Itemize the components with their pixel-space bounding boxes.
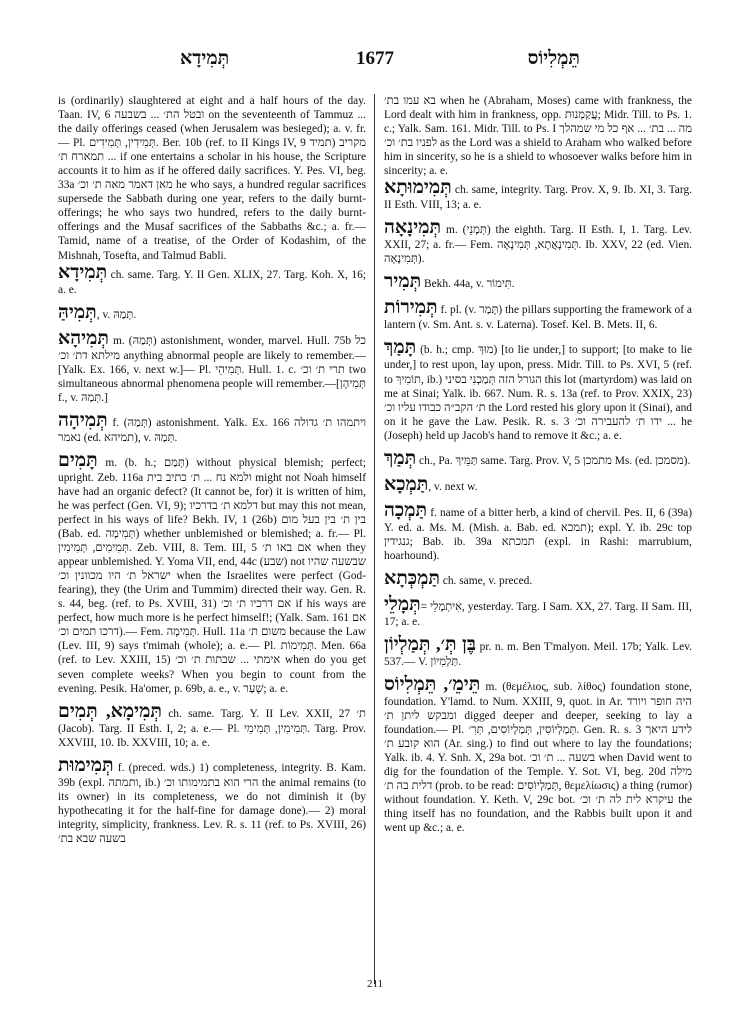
entry-definition: ch. same. Targ. Y. II Lev. XXII, 27 ת׳ (Jacob). Targ. II Esth. I, 2; a. e.— Pl. תְּמִימִין, תְּמִימֵי. Targ. Prov. XXVIII, 10. Ib. XXVIII, 10; a. e. — [58, 707, 366, 749]
dictionary-entry — [58, 303, 366, 323]
entry-headword: תְּמַךְ — [384, 447, 417, 469]
entry-definition: , v. next w. — [428, 480, 478, 493]
entry-headword: תַּמְכָה — [384, 499, 428, 521]
entry-definition: ch., Pa. תַּמֵּיךְ same. Targ. Prov. V, 5 מתמכן Ms. (ed. מסמכן). — [419, 454, 691, 467]
entry-definition: m. (תְּמָנֵי) the eighth. Targ. II Esth. I, 1. Targ. Lev. XXII, 27; a. fr.— Fem. תְּמִינָאֲתָא, תְּמִינָאָה. Ib. XXV, 22 (ed. Vien. תְּמִינָאָה). — [384, 224, 692, 266]
dictionary-entry — [58, 411, 366, 445]
dictionary-entry — [384, 449, 692, 469]
entry-definition: ch. same, v. preced. — [442, 574, 533, 587]
entry-definition: m. (θεμέλιος, sub. λίθος) foundation stone, foundation. Y'lamd. to Num. XXIII, 9, quot. in Ar. היה חופר ויורד ומבקש ליתן ת׳ digged deeper and deeper, seeking to lay a foundation.— Pl. תְּמַלְיוֹסִין, תְּמַלְיוֹסִים, תְּרִ׳. Gen. R. s. 3 לידע היאך הוא קובע ת׳ (Ar. sing.) to find out where to lay the foundations; Yalk. ib. 4. Y. Snh. X, 29a bot. בשעה ... ת׳ וכ׳ when David went to dig for the foundation of the Temple. Y. Sot. VI, beg. 20d מילה דלית בה ת׳ (prob. to be read: תְּמַלְיוֹסִים, θεμελίωσις) a thing (rumor) without foundation. Y. Keth. V, 29c bot. עיקרא לית לה ת׳ וכ׳ the thing itself has no foundation, and the Rabbis built upon it and went up &c.; a. e. — [384, 680, 692, 835]
dictionary-entry — [384, 501, 692, 563]
dictionary-entry — [384, 595, 692, 629]
entry-headword: תְּמִיר — [384, 271, 422, 293]
entry-headword: תְּמָלֵי — [384, 593, 421, 615]
dictionary-entry — [58, 756, 366, 846]
entry-definition: = אִיתְמָלֵי, yesterday. Targ. I Sam. XX, 27. Targ. II Sam. III, 17; a. e. — [384, 600, 692, 628]
page-number: 1677 — [356, 48, 394, 69]
entry-definition: ch. same. Targ. Y. II Gen. XLIX, 27. Targ. Koh. X, 16; a. e. — [58, 268, 366, 296]
dictionary-entry — [384, 475, 692, 495]
entry-definition: ch. same, integrity. Targ. Prov. X, 9. Ib. XI, 3. Targ. II Esth. VIII, 13; a. e. — [384, 184, 692, 212]
entry-headword: תְּמִירוֹת — [384, 297, 438, 319]
dictionary-entry — [384, 298, 692, 332]
running-header — [60, 48, 690, 76]
dictionary-entry — [58, 451, 366, 696]
entry-headword: תְּמִינָאָה — [384, 217, 442, 239]
dictionary-entry — [384, 218, 692, 266]
right-running-headword: תֵּמְלִיוֹס — [527, 48, 580, 69]
entry-headword: תְּמִימוּת — [58, 754, 114, 776]
dictionary-entry — [384, 178, 692, 212]
dictionary-entry — [384, 675, 692, 835]
entry-definition: f. (preced. wds.) 1) completeness, integrity. B. Kam. 39b (expl. ותמתה, ib.) הרי הוא בתמימותו וכ׳ the animal remains (to its owner) in its completeness, we do not diminish it (by hypothecating it for the half-fine for damage done).— 2) moral integrity, simplicity, frankness. Lev. R. s. 11 (ref. to Ps. XVIII, 26) בשעה שבא בת׳ — [58, 761, 367, 845]
left-column — [58, 94, 366, 852]
dictionary-entry — [384, 338, 692, 442]
entry-headword: תְּמִיהַּ — [58, 301, 97, 323]
right-column — [384, 94, 692, 841]
entry-headword: תְּמִידָא — [58, 261, 108, 283]
entry-definition: Bekh. 44a, v. תִּימוֹר. — [424, 278, 515, 291]
entry-headword: תְּמִימָא, תְּמִים — [58, 700, 162, 722]
dictionary-entry — [384, 272, 692, 292]
entry-definition: (b. h.; cmp. מוּךְ) [to lie under,] to support; [to make to lie under,] to rest upon, lay upon, press. Midr. Till. to Ps. XVI, 5 (ref. to תוֹמִיךְ, ib.) הגורל הזה תְּמַכְנִי בסיני this lot (martyrdom) was laid on me at Sinai; Yalk. ib. 667. Num. R. s. 13a (ref. to Prov. XXIX, 23) ת׳ הקב״ה כבודו עליו וכ׳ the Lord rested his glory upon it (Sinai), and on it he gave the Law. Pesik. R. s. 3 ידו ת׳ להעבירה וכ׳ ... he (Joseph) held up Jacob's hand to remove it &c.; a. e. — [384, 344, 692, 442]
entry-definition: m. (b. h.; תָּמַם) without physical blemish; perfect; upright. Zeb. 116a ולמא נח ... ת׳ כתיב בית might not Noah himself have had an organic defect? (It cannot be, for) it is written of him, he was perfect (Gen. VI, 9); דלמא ת׳ בדרכיו but may this not mean, perfect in his ways of life? Bekh. IV, 1 (26b) בין ת׳ בין בעל מום (Bab. ed. תְּמִימָה) whether unblemished or blemished; a. fr.— Pl. תְּמִימִים, תְּמִימִין. Zeb. VIII, 8. Tem. III, 5 אם באו ת׳ when they appear unblemished. Y. Yoma VII, end, 44c (שבע) not שבשעה שהיו ישראל ת׳ היו מכוונין וכ׳ when the Israelites were perfect (God-fearing), they (the Urim and Tummim) directed their way. Gen. R. s. 44, beg. (ref. to Ps. XVIII, 31) אם דרכיו ת׳ וכ׳ if his ways are perfect, how much more is he perfect himself!; (Yalk. Sam. 161 אם דרכו תמים וכ׳).— Fem. תְּמִימָה. Hull. 11a משום ת׳ because the Law (Lev. III, 9) says t'mimah (whole); a. e.— Pl. תְּמִימוֹת. Men. 66a (ref. to Lev. XXIII, 15) אימתי ... שבתות ת׳ וכ׳ when do you get seven complete weeks? When you begin to count from the evening. Pesik. Ha'omer, p. 69b, a. e., v. שָׁעַר; a. e. — [58, 456, 367, 695]
entry-headword: תְּמִיהָה — [58, 409, 108, 431]
dictionary-entry — [384, 569, 692, 589]
dictionary-entry — [384, 635, 692, 669]
dictionary-entry — [58, 263, 366, 297]
continued-entry-text: בא עמו בת׳ when he (Abraham, Moses) came with frankness, the Lord dealt with him in frankness, opp. עֲקַמְנוּת; Midr. Till. to Ps. 1. c.; Yalk. Sam. 161. Midr. Till. to Ps. I מה ... בת׳ ... אף כל מי שמהלך לפניו בת׳ וכ׳ as the Lord was a shield to Araham who walked before him in sincerity, so he is a shield to whosoever walks before him in sincerity; a. e. — [384, 95, 692, 178]
entry-definition: m. (תְּמַהּ) astonishment, wonder, marvel. Hull. 75b כל מילתא דת׳ וכ׳ anything abnormal people are likely to remember.—[Yalk. Ex. 166, v. next w.]— Pl. תְּמִיהֵי. Hull. 1. c. תרי ת׳ וכ׳ two simultaneous abnormal phenomena people will remember.—[תְּמִיהָן f., v. תְּמַהּ.] — [58, 334, 366, 404]
entry-headword: תְּמִיהָא — [58, 327, 109, 349]
entry-headword: תַּמְכָא — [384, 473, 429, 495]
entry-definition: , v. תְּמַהּ. — [96, 308, 137, 321]
entry-headword: תָּמִים — [58, 449, 98, 471]
entry-definition: f. name of a bitter herb, a kind of chervil. Pes. II, 6 (39a) Y. ed. a. Ms. M. (Mish. a. Bab. ed. תמכא); expl. Y. ib. 29c top גנגידין; Bab. ib. 39a תמכתא (expl. in Rashi: marrubium, hoarhound). — [384, 506, 693, 562]
entry-headword: בֶּן תְּ׳, תְּמַלְיוֹן — [384, 633, 477, 655]
entry-definition: pr. n. m. Ben T'malyon. Meil. 17b; Yalk. Lev. 537.— V. תַּלְמִיוֹן. — [384, 640, 692, 668]
entry-headword: תַּמְכְּתָא — [384, 567, 440, 589]
left-running-headword: תְּמִידָא — [180, 48, 230, 69]
signature-mark: 211 — [366, 978, 384, 990]
entry-headword: תֵּימֵ׳, תֵּמְלִיוֹס — [384, 673, 481, 695]
entry-definition: f. (תְּמַהּ) astonishment. Yalk. Ex. 166 ויתמהו ת׳ גדולה נאמר (ed. תמיהא), v. תְּמַהּ. — [58, 416, 366, 444]
dictionary-entry — [58, 329, 366, 405]
entry-headword: תְּמִימוּתָא — [384, 177, 452, 199]
entry-headword: תָּמַךְ — [384, 337, 417, 359]
column-divider — [374, 94, 375, 984]
continued-entry-text: is (ordinarily) slaughtered at eight and a half hours of the day. Taan. IV, 6 ובטל הת׳ ... בשבעה on the seventeenth of Tammuz ... the daily offerings ceased (when Jerusalem was besieged); a. v. fr.— Pl. תְּמִידִין, תְּמִידִים. Ber. 10b (ref. to II Kings IV, 9 תמיד) מקריב ... תמארח ת׳ if one entertains a scholar in his house, the Scripture accounts it to him as if he offered daily sacrifices. Y. Pes. VI, beg. 33a מאן דאמר מאה ת׳ וכ׳ he who says, a hundred regular sacrifices supersede the Sabbath during one year, refers to the daily burnt-offerings; he who says two hundred, refers to the daily burnt-offerings and the Musaf sacrifices of the Sabbaths &c.; a. fr.— Tamid, name of a treatise, of the Order of Kodashim, of the Mishnah, Tosefta, and Talmud Babli. — [58, 95, 367, 262]
entry-definition: f. pl. (v. תָּמַר) the pillars supporting the framework of a lantern (v. Sm. Ant. s. v. Laterna). Tosef. Kel. B. Mets. II, 6. — [384, 304, 692, 332]
dictionary-entry — [58, 702, 366, 750]
